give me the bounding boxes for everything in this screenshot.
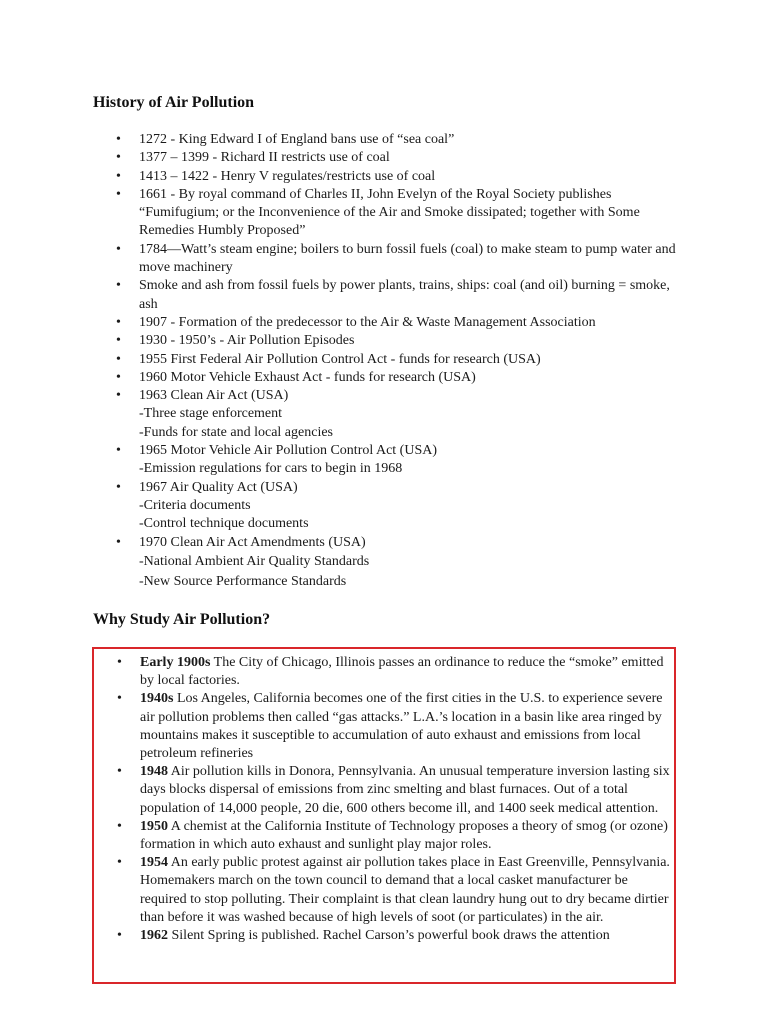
list-item: • 1661 - By royal command of Charles II, John Evelyn of the Royal Society publishes “Fumifugium; or the Inconvenience of the Air and Smoke dissipated; together with Some Remedies Humbly Proposed” bbox=[116, 186, 676, 241]
section-heading-why-study: Why Study Air Pollution? bbox=[93, 611, 271, 628]
year-label: 1948 bbox=[140, 764, 168, 780]
list-item: • 1967 Air Quality Act (USA) -Criteria documents -Control technique documents bbox=[116, 479, 676, 534]
sub-item: -Funds for state and local agencies bbox=[139, 424, 333, 440]
list-item: • 1950 A chemist at the California Institute of Technology proposes a theory of smog (or ozone) formation in which auto exhaust and sunlight play major roles. bbox=[117, 818, 676, 854]
list-item: • 1948 Air pollution kills in Donora, Pennsylvania. An unusual temperature inversion lasting six days blocks dispersal of emissions from zinc smelting and blast furnaces. Out of a total population of 14,000 people, 20 die, 600 others become ill, and 1400 seek medical attention. bbox=[117, 763, 676, 818]
list-item: • 1413 – 1422 - Henry V regulates/restricts use of coal bbox=[116, 168, 676, 186]
sub-item: -Criteria documents bbox=[139, 497, 251, 513]
section-heading-history: History of Air Pollution bbox=[93, 94, 255, 111]
why-study-list bbox=[117, 654, 676, 945]
sub-item: -New Source Performance Standards bbox=[139, 574, 347, 590]
sub-item: -Three stage enforcement bbox=[139, 406, 283, 422]
list-item: • 1377 – 1399 - Richard II restricts use of coal bbox=[116, 149, 676, 167]
list-item: • 1954 An early public protest against air pollution takes place in East Greenville, Pennsylvania. Homemakers march on the town council to demand that a local casket manufacturer be required to stop polluting. Their complaint is that clean laundry hung out to dry became dirtier than before it was washed because of high levels of soot (or particulates) in the air. bbox=[117, 854, 676, 927]
list-item: • Smoke and ash from fossil fuels by power plants, trains, ships: coal (and oil) burning = smoke, ash bbox=[116, 277, 676, 314]
year-label: 1950 bbox=[140, 818, 168, 834]
year-label: 1954 bbox=[140, 855, 168, 871]
year-label: 1940s bbox=[140, 691, 174, 707]
list-item: • 1960 Motor Vehicle Exhaust Act - funds for research (USA) bbox=[116, 369, 676, 387]
sub-item: -National Ambient Air Quality Standards bbox=[139, 553, 370, 569]
list-item: • 1970 Clean Air Act Amendments (USA) -National Ambient Air Quality Standards -New Source Performance Standards bbox=[116, 534, 676, 593]
list-item: • 1962 Silent Spring is published. Rachel Carson’s powerful book draws the attention bbox=[117, 927, 676, 945]
year-label: 1962 bbox=[140, 928, 168, 944]
list-item: • 1272 - King Edward I of England bans use of “sea coal” bbox=[116, 131, 676, 149]
history-list bbox=[116, 131, 676, 593]
highlight-box bbox=[92, 647, 676, 984]
list-item: • 1965 Motor Vehicle Air Pollution Control Act (USA) -Emission regulations for cars to begin in 1968 bbox=[116, 442, 676, 479]
list-item: • 1940s Los Angeles, California becomes one of the first cities in the U.S. to experience severe air pollution problems then called “gas attacks.” L.A.’s location in a basin like area ringed by mountains makes it susceptible to accumulation of auto exhaust and emissions from local petroleum refineries bbox=[117, 690, 676, 763]
list-item: • 1963 Clean Air Act (USA) -Three stage enforcement -Funds for state and local agencies bbox=[116, 387, 676, 442]
list-item: • Early 1900s The City of Chicago, Illinois passes an ordinance to reduce the “smoke” emitted by local factories. bbox=[117, 654, 676, 690]
sub-item: -Emission regulations for cars to begin in 1968 bbox=[139, 461, 403, 477]
year-label: Early 1900s bbox=[140, 655, 211, 670]
list-item: • 1955 First Federal Air Pollution Control Act - funds for research (USA) bbox=[116, 351, 676, 369]
list-item: • 1784—Watt’s steam engine; boilers to burn fossil fuels (coal) to make steam to pump water and move machinery bbox=[116, 241, 676, 278]
list-item: • 1930 - 1950’s - Air Pollution Episodes bbox=[116, 332, 676, 350]
list-item: • 1907 - Formation of the predecessor to the Air & Waste Management Association bbox=[116, 314, 676, 332]
sub-item: -Control technique documents bbox=[139, 516, 309, 532]
